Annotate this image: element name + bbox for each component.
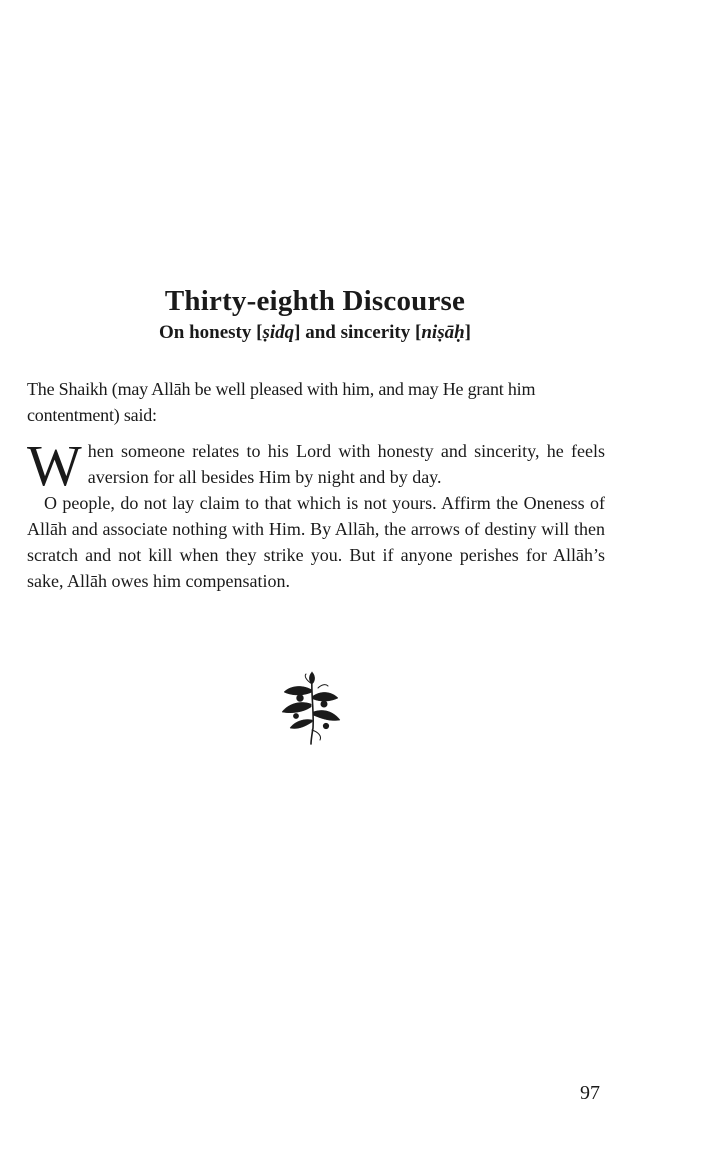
subtitle-term-sidq: ṣidq bbox=[262, 322, 295, 343]
paragraph-1 bbox=[27, 433, 605, 498]
intro-text: The Shaikh (may Allāh be well pleased with him, and may He grant him contentment) said: bbox=[27, 379, 536, 425]
paragraph-2: O people, do not lay claim to that which is not yours. Affirm the Oneness of Allāh and associate nothing with Him. By Allāh, the arrows of destiny will then scratch and not kill when they strike you. But if anyone perishes for Allāh’s sake, Allāh owes him compensation. bbox=[27, 493, 605, 591]
floral-ornament-icon bbox=[278, 670, 342, 746]
subtitle-suffix: ] bbox=[464, 322, 471, 343]
discourse-title: Thirty-eighth Discourse bbox=[164, 285, 466, 317]
subtitle-middle: ] and sincerity [ bbox=[294, 322, 422, 343]
paragraph-1-text: hen someone relates to his Lord with honesty and sincerity, he feels aversion for all besides Him by night and by day. bbox=[87, 441, 605, 487]
drop-cap: W bbox=[27, 433, 82, 498]
subtitle-prefix: On honesty [ bbox=[159, 322, 263, 343]
page-number: 97 bbox=[580, 1082, 600, 1104]
discourse-subtitle bbox=[0, 322, 630, 344]
discourse-body bbox=[27, 433, 605, 594]
subtitle-term-nisah: niṣāḥ bbox=[421, 322, 465, 343]
